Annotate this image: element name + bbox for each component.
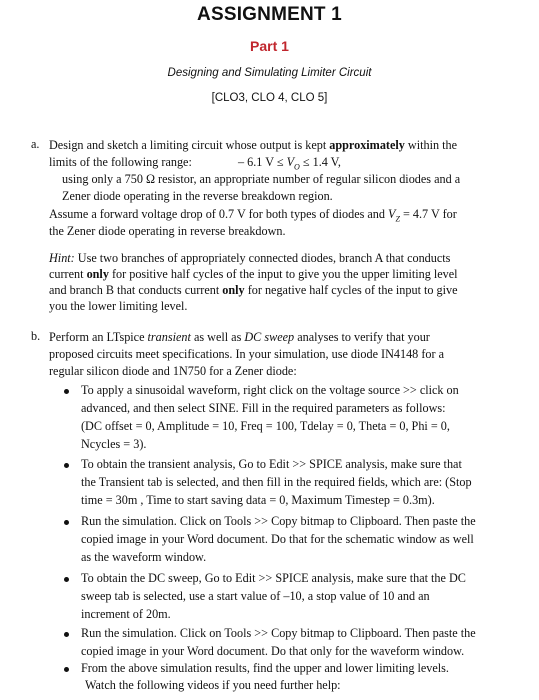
bullet-line: To obtain the transient analysis, Go to Edit >> SPICE analysis, make sure that [81,457,462,471]
section-a-line [62,171,460,189]
emphasis-only: only [86,267,109,281]
section-b-line [49,329,430,347]
bullet-line: Run the simulation. Click on Tools >> Copy bitmap to Clipboard. Then paste the [81,626,476,640]
bullet-line: the Transient tab is selected, and then fill in the required fields, which are: (Stop [81,475,472,489]
vo-subscript: O [294,162,300,172]
text-span: = 4.7 V for [399,207,457,221]
hint-line [49,250,450,268]
section-b-line [49,346,444,364]
text-span: for positive half cycles of the input to give you the upper limiting level [108,267,458,281]
clo-tags: [CLO3, CLO 4, CLO 5] [211,92,328,104]
text-span: as well as [190,330,245,344]
bullet-line: advanced, and then select SINE. Fill in the required parameters as follows: [81,401,446,415]
section-a-line [49,154,192,172]
bullet-line: To apply a sinusoidal waveform, right click on the voltage source >> click on [81,383,459,397]
vz-subscript: Z [395,214,400,224]
text-span: the Zener diode operating in reverse breakdown. [49,224,286,238]
section-a-line [62,188,333,206]
text-span: analyses to verify that your [294,330,430,344]
text-span: Use two branches of appropriately connected diodes, branch A that conducts [74,251,451,265]
text-span: you the lower limiting level. [49,299,188,313]
hint-label: Hint: [49,251,75,265]
bullet-dot [64,520,69,525]
emphasis-transient: transient [147,330,191,344]
hint-line [49,298,187,316]
bullet-line: copied image in your Word document. Do that only for the waveform window. [81,644,465,658]
text-span: ≤ 1.4 V, [299,155,341,169]
bullet-line: To obtain the DC sweep, Go to Edit >> SPICE analysis, make sure that the DC [81,571,466,585]
text-span: within the [404,138,458,152]
hint-line [49,266,458,284]
section-b-line [49,363,297,381]
text-span: limits of the following range: [49,155,192,169]
section-b-label: b. [31,329,41,343]
bullet-line: Ncycles = 3). [81,437,147,451]
bullet-dot [64,667,69,672]
text-span: – 6.1 V ≤ [238,155,287,169]
section-a-label: a. [31,137,40,151]
bullet-line: (DC offset = 0, Amplitude = 10, Freq = 100, Tdelay = 0, Theta = 0, Phi = 0, [81,419,450,433]
vz-symbol: V [388,207,396,221]
bullet-line: From the above simulation results, find the upper and lower limiting levels. [81,661,449,675]
text-span: using only a 750 Ω resistor, an appropriate number of regular silicon diodes and a [62,172,461,186]
section-a-line [49,223,286,241]
bullet-dot [64,577,69,582]
text-span: Zener diode operating in the reverse breakdown region. [62,189,333,203]
text-span: and branch B that conducts current [49,283,223,297]
vo-symbol: V [286,155,295,169]
emphasis-only: only [222,283,245,297]
bullet-line: Watch the following videos if you need further help: [85,678,341,692]
text-span: current [49,267,87,281]
bullet-dot [64,389,69,394]
text-span: Design and sketch a limiting circuit whose output is kept [49,138,330,152]
bullet-line: increment of 20m. [81,607,171,621]
bullet-line: sweep tab is selected, use a start value of –10, a stop value of 10 and an [81,589,430,603]
emphasis-dc-sweep: DC sweep [244,330,295,344]
bullet-dot [64,463,69,468]
text-span: regular silicon diode and 1N750 for a Zener diode: [49,364,297,378]
text-span: Perform an LTspice [49,330,148,344]
bullet-line: as the waveform window. [81,550,207,564]
text-span: proposed circuits meet specifications. In your simulation, use diode IN4148 for a [49,347,444,361]
bullet-line: time = 30m , Time to start saving data = 0, Maximum Timestep = 0.3m). [81,493,435,507]
hint-line [49,282,458,300]
text-span: for negative half cycles of the input to give [244,283,458,297]
emphasis-approximately: approximately [329,138,405,152]
bullet-line: Run the simulation. Click on Tools >> Copy bitmap to Clipboard. Then paste the [81,514,476,528]
bullet-dot [64,632,69,637]
part-heading: Part 1 [250,38,289,54]
section-a-line [49,137,457,155]
assignment-title: ASSIGNMENT 1 [197,4,342,25]
bullet-line: copied image in your Word document. Do that for the schematic window as well [81,532,474,546]
text-span: Assume a forward voltage drop of 0.7 V for both types of diodes and [49,207,389,221]
assignment-subtitle: Designing and Simulating Limiter Circuit [167,67,372,79]
